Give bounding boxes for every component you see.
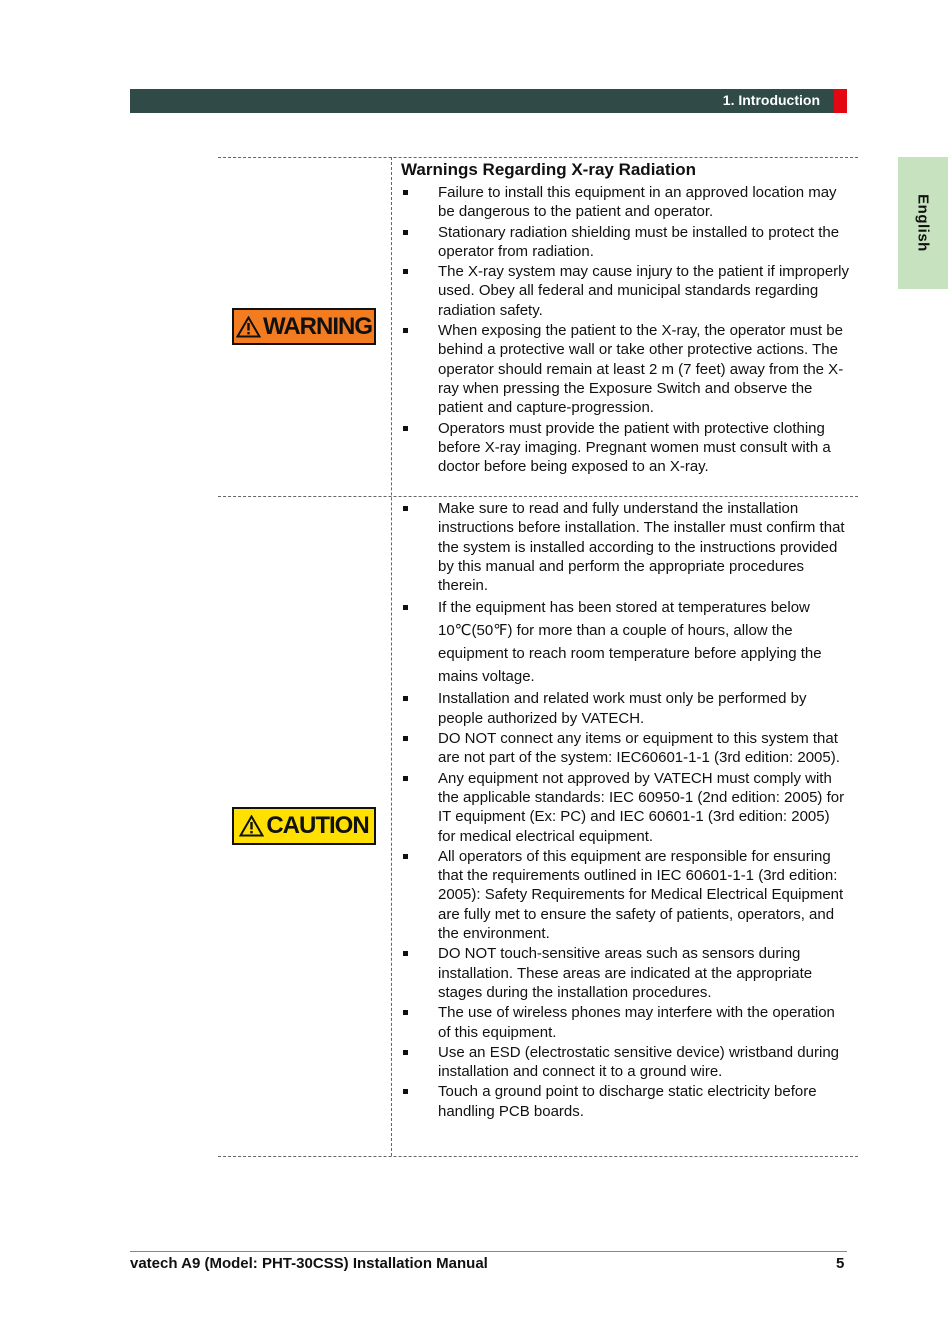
page-number: 5 bbox=[836, 1255, 845, 1272]
footer-manual-title: vatech A9 (Model: PHT-30CSS) Installation Manual bbox=[130, 1255, 488, 1272]
caution-sign-label: CAUTION bbox=[266, 812, 369, 839]
caution-list bbox=[401, 499, 851, 1122]
list-item: Failure to install this equipment in an approved location may be dangerous to the patient and operator. bbox=[401, 183, 851, 222]
list-item: The X-ray system may cause injury to the patient if improperly used. Obey all federal and municipal standards regarding radiation safety. bbox=[401, 262, 851, 320]
list-item: When exposing the patient to the X-ray, the operator must be behind a protective wall or take other protective actions. The operator should remain at least 2 m (7 feet) away from the X-ray when pressing the Exposure Switch and observe the patient and capture-progression. bbox=[401, 321, 851, 417]
section-header-bar bbox=[130, 89, 834, 113]
caution-sign bbox=[232, 807, 376, 845]
table-bottom-rule bbox=[218, 1156, 858, 1157]
list-item: Operators must provide the patient with protective clothing before X-ray imaging. Pregnant women must consult with a doctor before being exposed to an X-ray. bbox=[401, 419, 851, 477]
list-item: If the equipment has been stored at temperatures below 10℃(50℉) for more than a couple of hours, allow the equipment to reach room temperature before applying the mains voltage. bbox=[401, 596, 851, 688]
caution-triangle-icon bbox=[239, 815, 264, 837]
list-item: The use of wireless phones may interfere with the operation of this equipment. bbox=[401, 1003, 851, 1042]
list-item: DO NOT connect any items or equipment to this system that are not part of the system: IEC60601-1-1 (3rd edition: 2005). bbox=[401, 729, 851, 768]
list-item: Any equipment not approved by VATECH must comply with the applicable standards: IEC 60950-1 (2nd edition: 2005) for IT equipment (Ex: PC) and IEC 60601-1 (3rd edition: 2005) for medical electrical equipment. bbox=[401, 769, 851, 846]
table-top-rule bbox=[218, 157, 858, 158]
warning-triangle-icon bbox=[236, 316, 261, 338]
warning-section-title: Warnings Regarding X-ray Radiation bbox=[401, 160, 697, 179]
warning-list bbox=[401, 183, 851, 477]
table-middle-rule bbox=[218, 496, 858, 497]
header-accent-block bbox=[834, 89, 847, 113]
footer-rule bbox=[130, 1251, 847, 1252]
list-item: Touch a ground point to discharge static electricity before handling PCB boards. bbox=[401, 1082, 851, 1121]
language-tab-label: English bbox=[914, 194, 932, 252]
list-item: DO NOT touch-sensitive areas such as sensors during installation. These areas are indicated at the appropriate stages during the installation procedures. bbox=[401, 944, 851, 1002]
list-item: Use an ESD (electrostatic sensitive device) wristband during installation and connect it to a ground wire. bbox=[401, 1043, 851, 1082]
list-item: Stationary radiation shielding must be installed to protect the operator from radiation. bbox=[401, 223, 851, 262]
list-item: All operators of this equipment are responsible for ensuring that the requirements outlined in IEC 60601-1-1 (3rd edition: 2005): Safety Requirements for Medical Electrical Equipment are fully met to ensure the safety of patients, operators, and the environment. bbox=[401, 847, 851, 943]
list-item: Make sure to read and fully understand the installation instructions before installation. The installer must confirm that the system is installed according to the instructions provided by this manual and perform the appropriate procedures therein. bbox=[401, 499, 851, 595]
warning-sign-label: WARNING bbox=[263, 312, 372, 340]
warning-sign bbox=[232, 308, 376, 345]
list-item: Installation and related work must only be performed by people authorized by VATECH. bbox=[401, 689, 851, 728]
language-tab bbox=[898, 157, 948, 289]
table-column-divider bbox=[391, 157, 392, 1156]
section-title: 1. Introduction bbox=[722, 92, 820, 108]
